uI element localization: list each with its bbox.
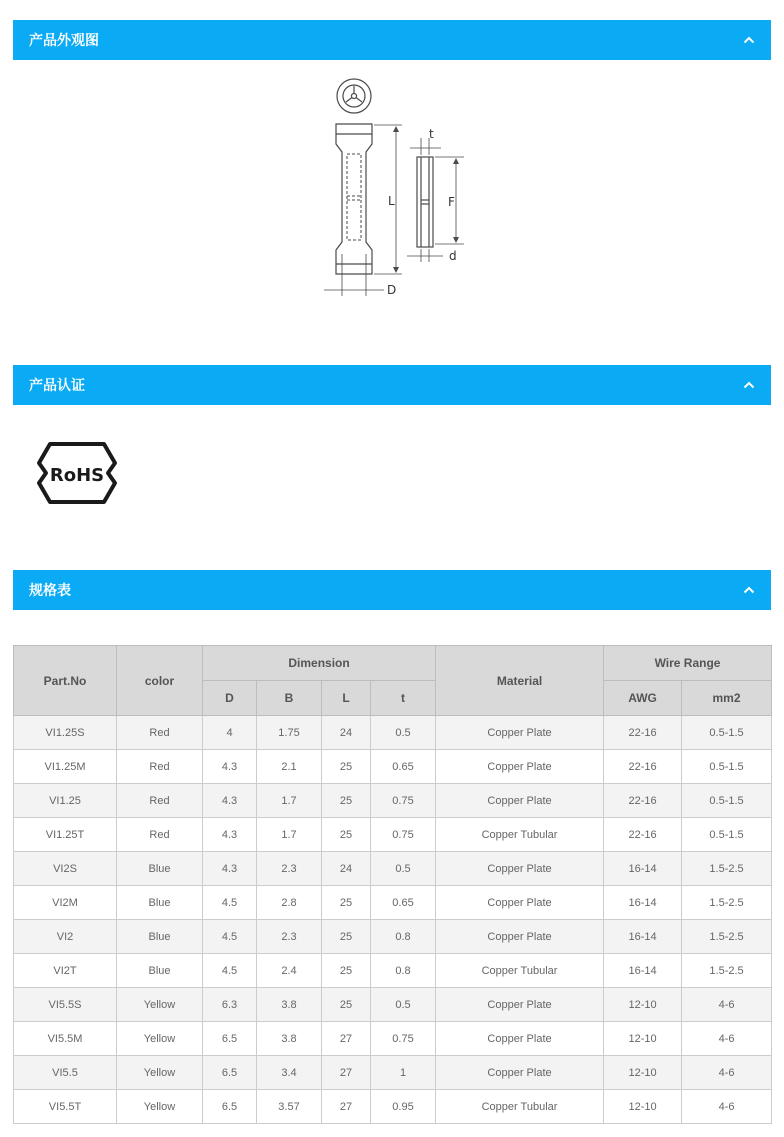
table-cell: 1.5-2.5	[682, 920, 772, 954]
table-cell: 0.65	[371, 750, 436, 784]
table-row	[14, 920, 772, 954]
table-cell: VI2S	[14, 852, 117, 886]
table-cell: 27	[322, 1056, 371, 1090]
table-cell: Copper Plate	[436, 988, 604, 1022]
table-cell: 0.5-1.5	[682, 716, 772, 750]
table-cell: 1.75	[257, 716, 322, 750]
header-material: Material	[436, 646, 604, 716]
table-cell: 24	[322, 852, 371, 886]
table-cell: Copper Plate	[436, 784, 604, 818]
table-cell: Copper Tubular	[436, 954, 604, 988]
table-cell: 0.5-1.5	[682, 784, 772, 818]
table-row	[14, 988, 772, 1022]
header-d: D	[203, 681, 257, 716]
table-cell: 0.5-1.5	[682, 750, 772, 784]
table-row	[14, 954, 772, 988]
header-b: B	[257, 681, 322, 716]
table-cell: VI1.25M	[14, 750, 117, 784]
table-cell: 4	[203, 716, 257, 750]
table-cell: 4.5	[203, 886, 257, 920]
header-l: L	[322, 681, 371, 716]
table-cell: 2.8	[257, 886, 322, 920]
table-cell: 6.5	[203, 1056, 257, 1090]
table-cell: 0.8	[371, 920, 436, 954]
table-cell: VI1.25T	[14, 818, 117, 852]
table-cell: Copper Plate	[436, 852, 604, 886]
header-awg: AWG	[604, 681, 682, 716]
table-cell: Red	[117, 750, 203, 784]
table-cell: 25	[322, 784, 371, 818]
table-cell: Copper Plate	[436, 920, 604, 954]
table-cell: 16-14	[604, 954, 682, 988]
table-cell: 25	[322, 818, 371, 852]
table-cell: 12-10	[604, 1022, 682, 1056]
table-row	[14, 1090, 772, 1124]
table-cell: 6.5	[203, 1022, 257, 1056]
table-cell: 0.95	[371, 1090, 436, 1124]
table-cell: Copper Plate	[436, 1056, 604, 1090]
chevron-up-icon[interactable]	[741, 377, 757, 393]
table-cell: 0.75	[371, 818, 436, 852]
product-drawing	[318, 72, 478, 298]
table-cell: 0.5	[371, 852, 436, 886]
table-row	[14, 852, 772, 886]
table-cell: 16-14	[604, 852, 682, 886]
rohs-logo	[36, 441, 118, 505]
table-cell: 22-16	[604, 750, 682, 784]
table-cell: 3.8	[257, 988, 322, 1022]
table-cell: Copper Tubular	[436, 1090, 604, 1124]
table-cell: 27	[322, 1022, 371, 1056]
table-cell: Copper Plate	[436, 1022, 604, 1056]
table-cell: 24	[322, 716, 371, 750]
table-cell: Red	[117, 716, 203, 750]
section-header-appearance[interactable]	[13, 20, 771, 60]
table-row	[14, 1022, 772, 1056]
table-row	[14, 716, 772, 750]
table-cell: Blue	[117, 852, 203, 886]
table-cell: Yellow	[117, 1022, 203, 1056]
section-title: 产品外观图	[29, 33, 99, 49]
table-cell: 4-6	[682, 1056, 772, 1090]
table-cell: 1.5-2.5	[682, 886, 772, 920]
table-cell: Blue	[117, 954, 203, 988]
table-cell: 0.65	[371, 886, 436, 920]
table-cell: 22-16	[604, 784, 682, 818]
table-cell: VI5.5T	[14, 1090, 117, 1124]
section-title: 规格表	[29, 583, 71, 599]
table-cell: 25	[322, 920, 371, 954]
table-cell: 4-6	[682, 1022, 772, 1056]
table-cell: Copper Tubular	[436, 818, 604, 852]
table-cell: 25	[322, 886, 371, 920]
table-cell: 1.7	[257, 818, 322, 852]
table-cell: Red	[117, 818, 203, 852]
table-cell: 4.3	[203, 818, 257, 852]
table-cell: 16-14	[604, 886, 682, 920]
section-header-spec[interactable]	[13, 570, 771, 610]
table-cell: 1.5-2.5	[682, 852, 772, 886]
table-cell: 0.5	[371, 988, 436, 1022]
table-row	[14, 886, 772, 920]
table-cell: 2.3	[257, 852, 322, 886]
table-row	[14, 1056, 772, 1090]
table-cell: 25	[322, 988, 371, 1022]
table-cell: 22-16	[604, 818, 682, 852]
chevron-up-icon[interactable]	[741, 32, 757, 48]
table-cell: 0.75	[371, 1022, 436, 1056]
table-cell: 1.7	[257, 784, 322, 818]
table-cell: VI5.5M	[14, 1022, 117, 1056]
table-cell: Yellow	[117, 1056, 203, 1090]
table-cell: VI5.5S	[14, 988, 117, 1022]
table-cell: 1.5-2.5	[682, 954, 772, 988]
table-cell: 12-10	[604, 1090, 682, 1124]
section-header-certification[interactable]	[13, 365, 771, 405]
table-cell: 0.8	[371, 954, 436, 988]
chevron-up-icon[interactable]	[741, 582, 757, 598]
table-cell: Red	[117, 784, 203, 818]
table-cell: 0.5-1.5	[682, 818, 772, 852]
table-cell: 3.4	[257, 1056, 322, 1090]
header-wire-range: Wire Range	[604, 646, 772, 681]
table-cell: 25	[322, 750, 371, 784]
spec-table	[13, 645, 772, 1124]
table-cell: 22-16	[604, 716, 682, 750]
table-cell: Copper Plate	[436, 716, 604, 750]
table-cell: 3.8	[257, 1022, 322, 1056]
section-title: 产品认证	[29, 378, 85, 394]
table-cell: 4.3	[203, 750, 257, 784]
table-cell: 1	[371, 1056, 436, 1090]
table-cell: VI2T	[14, 954, 117, 988]
table-cell: VI5.5	[14, 1056, 117, 1090]
label-F: F	[448, 195, 455, 209]
label-d: d	[449, 249, 457, 263]
header-t: t	[371, 681, 436, 716]
header-mm2: mm2	[682, 681, 772, 716]
table-cell: 0.75	[371, 784, 436, 818]
table-cell: Blue	[117, 920, 203, 954]
table-cell: 4.5	[203, 920, 257, 954]
table-row	[14, 818, 772, 852]
table-cell: 4-6	[682, 988, 772, 1022]
table-cell: 16-14	[604, 920, 682, 954]
table-cell: VI1.25S	[14, 716, 117, 750]
table-cell: VI1.25	[14, 784, 117, 818]
label-t: t	[429, 127, 434, 141]
table-cell: VI2	[14, 920, 117, 954]
table-cell: 6.3	[203, 988, 257, 1022]
table-cell: Yellow	[117, 988, 203, 1022]
table-cell: 25	[322, 954, 371, 988]
table-cell: 2.4	[257, 954, 322, 988]
header-color: color	[117, 646, 203, 716]
header-part-no: Part.No	[14, 646, 117, 716]
table-cell: 12-10	[604, 988, 682, 1022]
table-cell: 27	[322, 1090, 371, 1124]
header-dimension: Dimension	[203, 646, 436, 681]
table-cell: 3.57	[257, 1090, 322, 1124]
table-cell: Yellow	[117, 1090, 203, 1124]
table-cell: 2.3	[257, 920, 322, 954]
table-cell: Copper Plate	[436, 886, 604, 920]
table-cell: Copper Plate	[436, 750, 604, 784]
table-cell: 4.5	[203, 954, 257, 988]
table-cell: Blue	[117, 886, 203, 920]
table-cell: 12-10	[604, 1056, 682, 1090]
table-cell: 0.5	[371, 716, 436, 750]
table-cell: 4-6	[682, 1090, 772, 1124]
table-cell: VI2M	[14, 886, 117, 920]
table-cell: 4.3	[203, 784, 257, 818]
table-cell: 4.3	[203, 852, 257, 886]
label-L: L	[388, 194, 395, 208]
table-row	[14, 784, 772, 818]
table-cell: 2.1	[257, 750, 322, 784]
label-D: D	[387, 283, 397, 297]
table-cell: 6.5	[203, 1090, 257, 1124]
table-row	[14, 750, 772, 784]
svg-text:RoHS: RoHS	[49, 465, 105, 486]
